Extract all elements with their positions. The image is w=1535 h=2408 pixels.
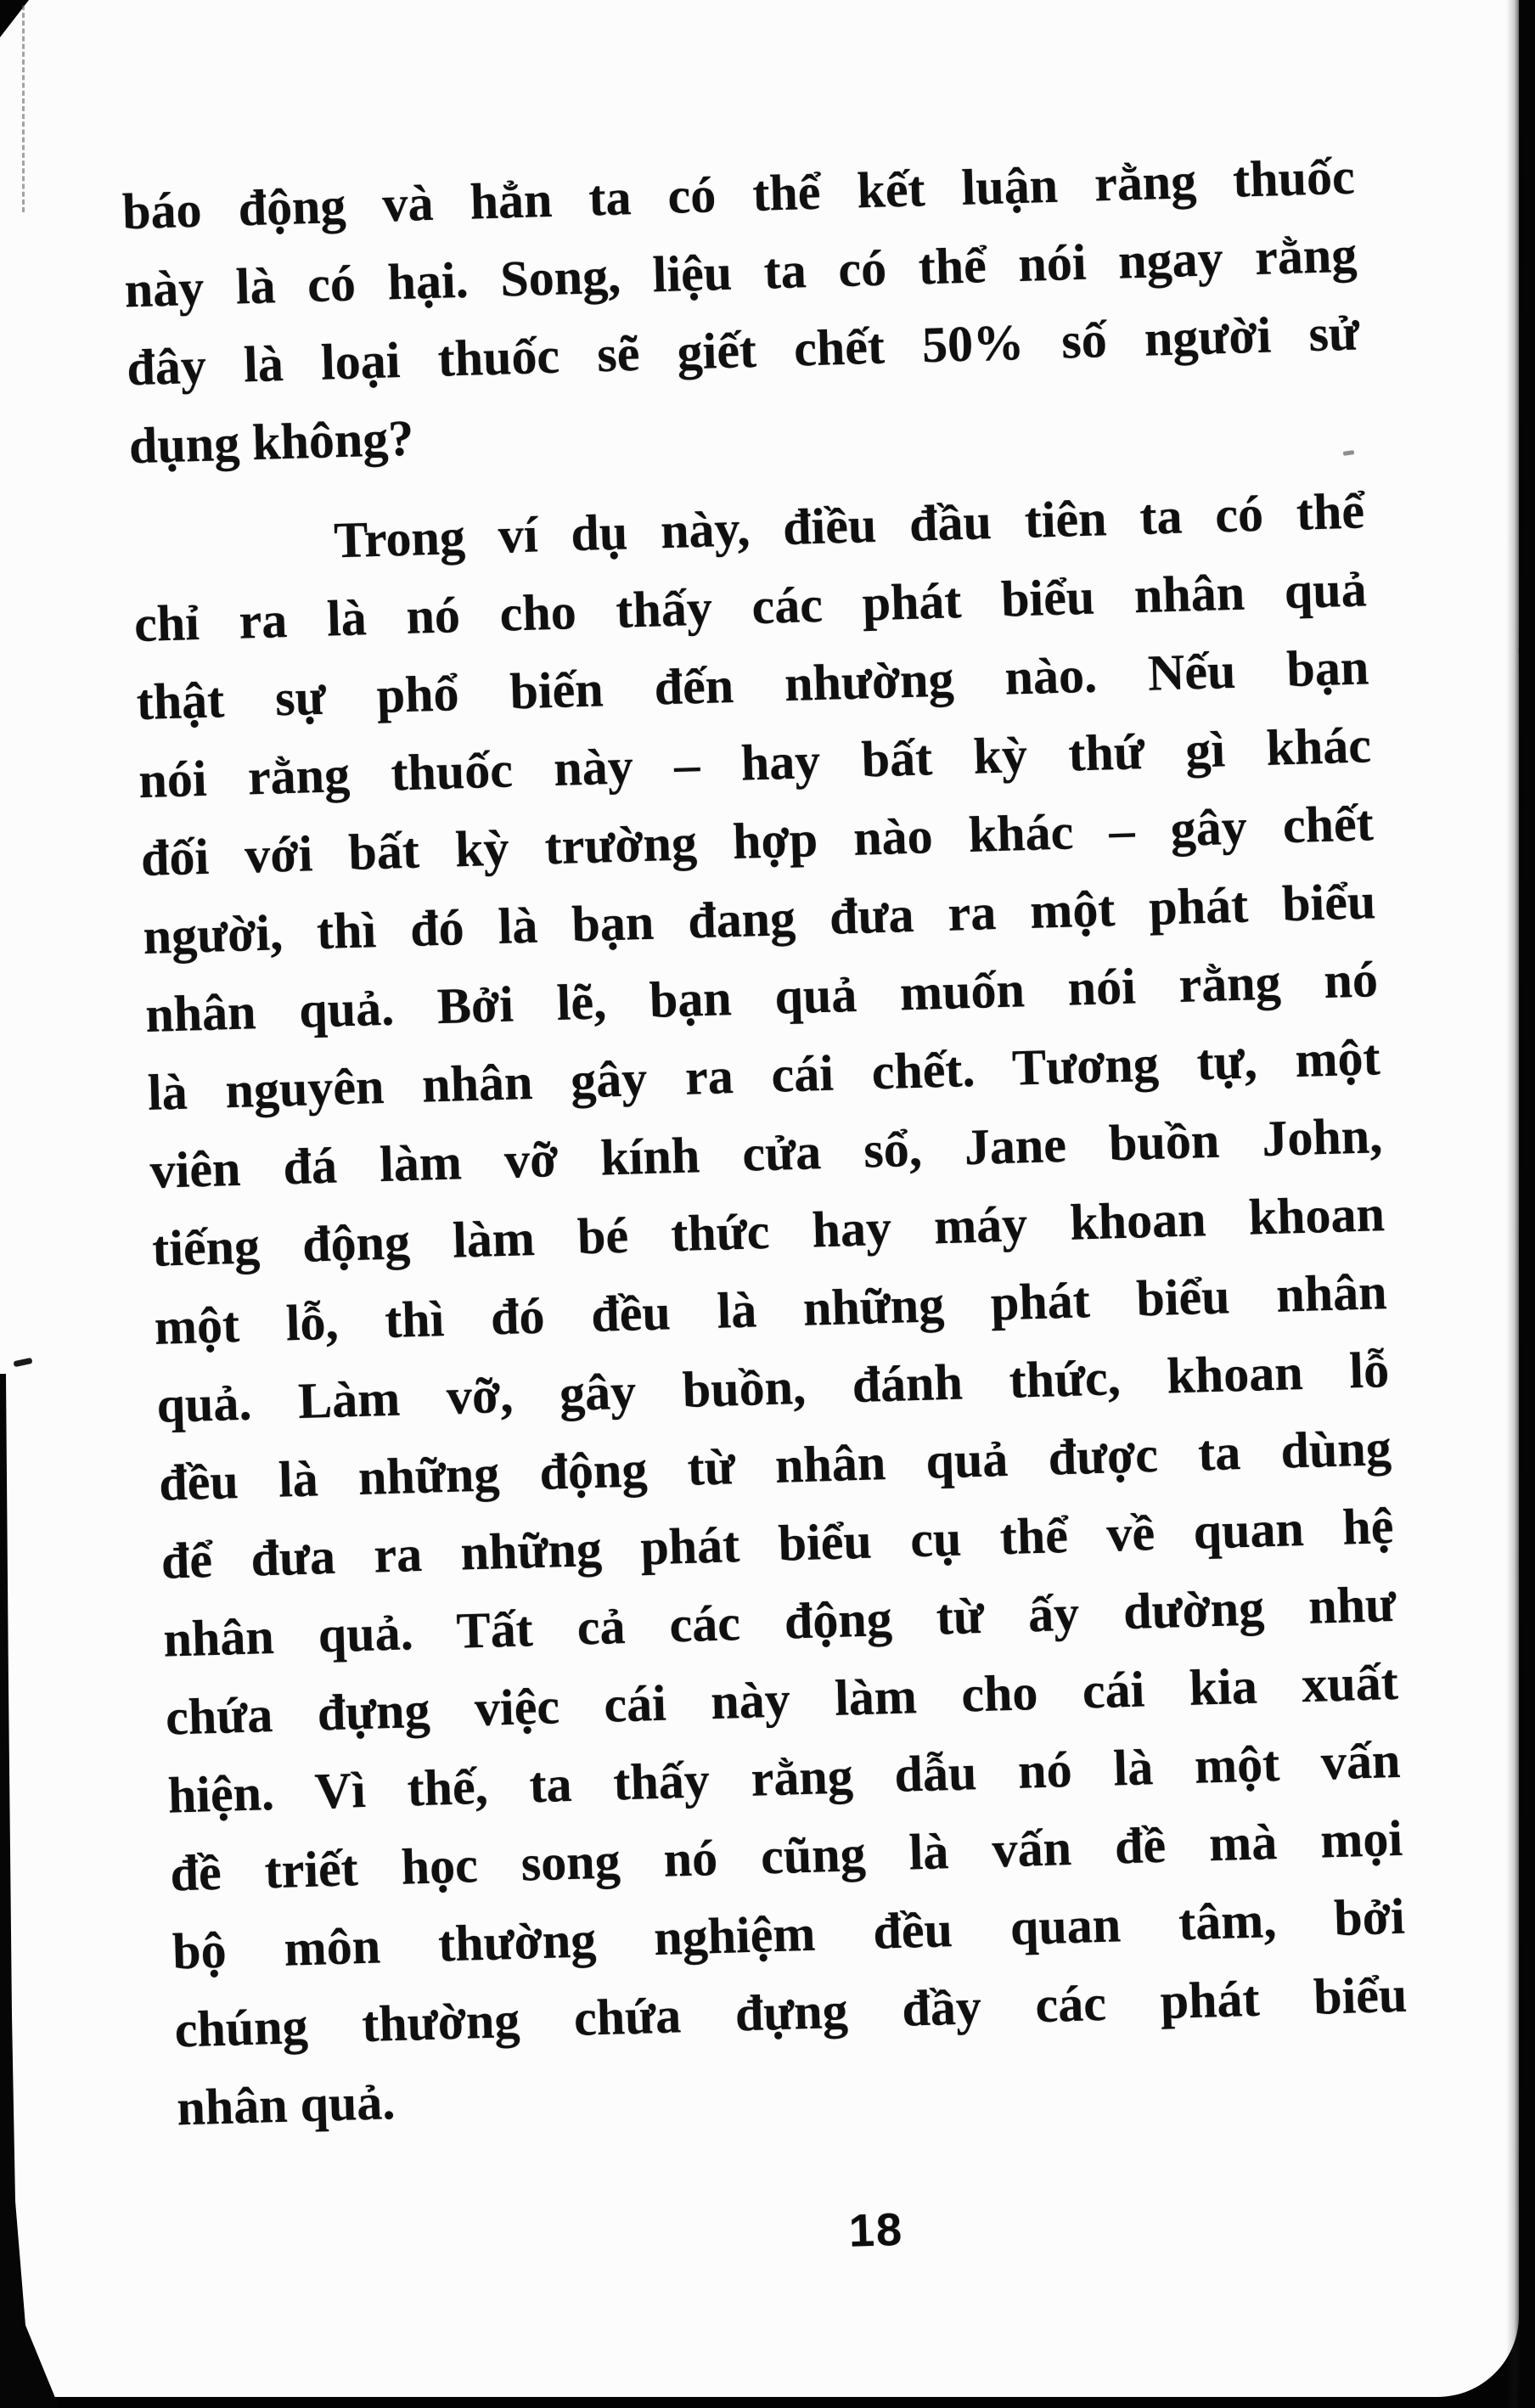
text-line: viên đá làm vỡ kính cửa sổ, Jane buồn John, [149, 1107, 1384, 1199]
text-line: nói rằng thuốc này – hay bất kỳ thứ gì khác [138, 717, 1372, 809]
scan-edge-right-fuzz [1506, 0, 1520, 2408]
text-line: hiện. Vì thế, ta thấy rằng dẫu nó là một vấn [166, 1731, 1402, 1824]
text-line: đối với bất kỳ trường hợp nào khác – gây chết [140, 795, 1375, 887]
text-line: người, thì đó là bạn đang đưa ra một phát biểu [142, 873, 1377, 965]
text-line: nhân quả. Tất cả các động từ ấy dường như [162, 1575, 1397, 1668]
text-line: chúng thường chứa đựng đầy các phát biểu [173, 1966, 1408, 2058]
text-line: quả. Làm vỡ, gây buồn, đánh thức, khoan lỗ [155, 1341, 1390, 1433]
text-line: đây là loại thuốc sẽ giết chết 50% số người sử [126, 304, 1360, 397]
text-line: dụng không? [128, 409, 415, 475]
text-line: một lỗ, thì đó đều là những phát biểu nhân [154, 1263, 1388, 1355]
binding-shadow-line [22, 5, 25, 212]
text-line: để đưa ra những phát biểu cụ thể về quan hệ [160, 1497, 1395, 1589]
text-line: chỉ ra là nó cho thấy các phát biểu nhân quả [133, 560, 1368, 653]
text-line: báo động và hẳn ta có thể kết luận rằng thuốc [121, 148, 1356, 240]
text-line: nhân quả. Bởi lẽ, bạn quả muốn nói rằng nó [144, 951, 1379, 1043]
text-line: nhân quả. [176, 2073, 396, 2136]
text-line: bộ môn thường nghiệm đều quan tâm, bởi [171, 1888, 1406, 1980]
scan-edge-right [1518, 0, 1535, 2408]
text-line: thật sự phổ biến đến nhường nào. Nếu bạn [135, 639, 1370, 731]
body-text [121, 138, 1410, 2257]
text-line: tiếng động làm bé thức hay máy khoan khoan [151, 1185, 1386, 1277]
text-line: là nguyên nhân gây ra cái chết. Tương tự, một [147, 1029, 1381, 1121]
text-line: này là có hại. Song, liệu ta có thể nói ngay rằng [123, 226, 1358, 318]
text-line: Trong ví dụ này, điều đầu tiên ta có thể [333, 482, 1365, 569]
text-line: đề triết học song nó cũng là vấn đề mà mọi [169, 1809, 1403, 1902]
page-number: 18 [848, 2203, 904, 2257]
text-line: chứa đựng việc cái này làm cho cái kia xuất [165, 1653, 1399, 1746]
text-line: đều là những động từ nhân quả được ta dùng [158, 1419, 1392, 1511]
